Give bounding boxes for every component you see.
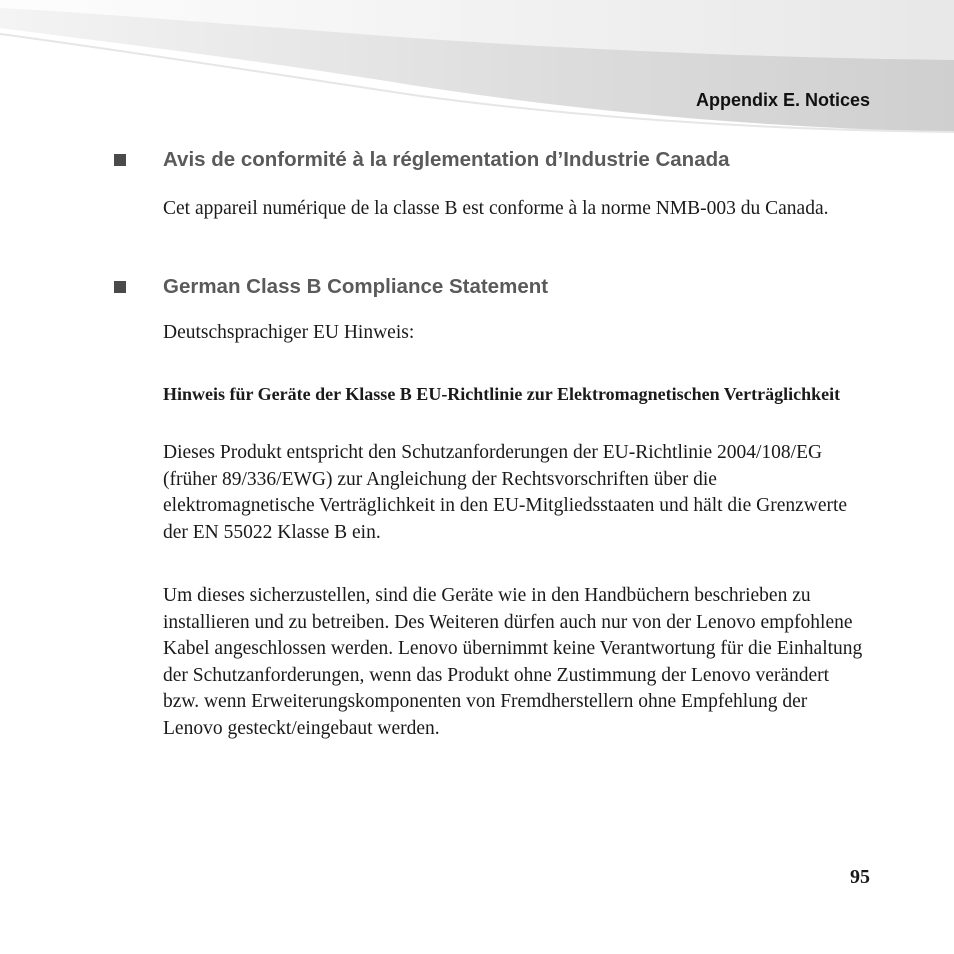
section-heading-german-class-b <box>114 275 548 299</box>
paragraph-emc-compliance: Dieses Produkt entspricht den Schutzanforderungen der EU-Richtlinie 2004/108/EG (früher 89/336/EWG) zur Angleichung der Rechtsvorschriften über die elektromagnetische Verträglichkeit in den EU-Mitgliedsstaaten und hält die Grenzwerte der EN 55022 Klasse B ein. <box>163 442 848 543</box>
square-bullet-icon <box>114 154 126 166</box>
page-number: 95 <box>850 866 870 888</box>
square-bullet-icon <box>114 281 126 293</box>
paragraph-industry-canada: Cet appareil numérique de la classe B est conforme à la norme NMB-003 du Canada. <box>163 198 829 219</box>
running-head: Appendix E. Notices <box>695 90 870 110</box>
section-heading-text: Avis de conformité à la réglementation d’Industrie Canada <box>163 148 730 171</box>
header-swoosh-decoration <box>0 0 954 140</box>
intro-line-eu-notice: Deutschsprachiger EU Hinweis: <box>163 322 415 343</box>
section-heading-text: German Class B Compliance Statement <box>163 275 549 298</box>
paragraph-installation-requirements: Um dieses sicherzustellen, sind die Geräte wie in den Handbüchern beschrieben zu installieren und zu betreiben. Des Weiteren dürfen auch nur von der Lenovo empfohlene Kabel angeschlossen werden. Lenovo übernimmt keine Verantwortung für die Einhaltung der Schutzanforderungen, wenn das Produkt ohne Zustimmung der Lenovo verändert bzw. wenn Erweiterungskomponenten von Fremdherstellern ohne Empfehlung der Lenovo gesteckt/eingebaut werden. <box>163 585 863 739</box>
section-heading-industry-canada <box>114 148 730 172</box>
subheading-class-b-emc: Hinweis für Geräte der Klasse B EU-Richtlinie zur Elektromagnetischen Verträglichkeit <box>163 384 841 404</box>
